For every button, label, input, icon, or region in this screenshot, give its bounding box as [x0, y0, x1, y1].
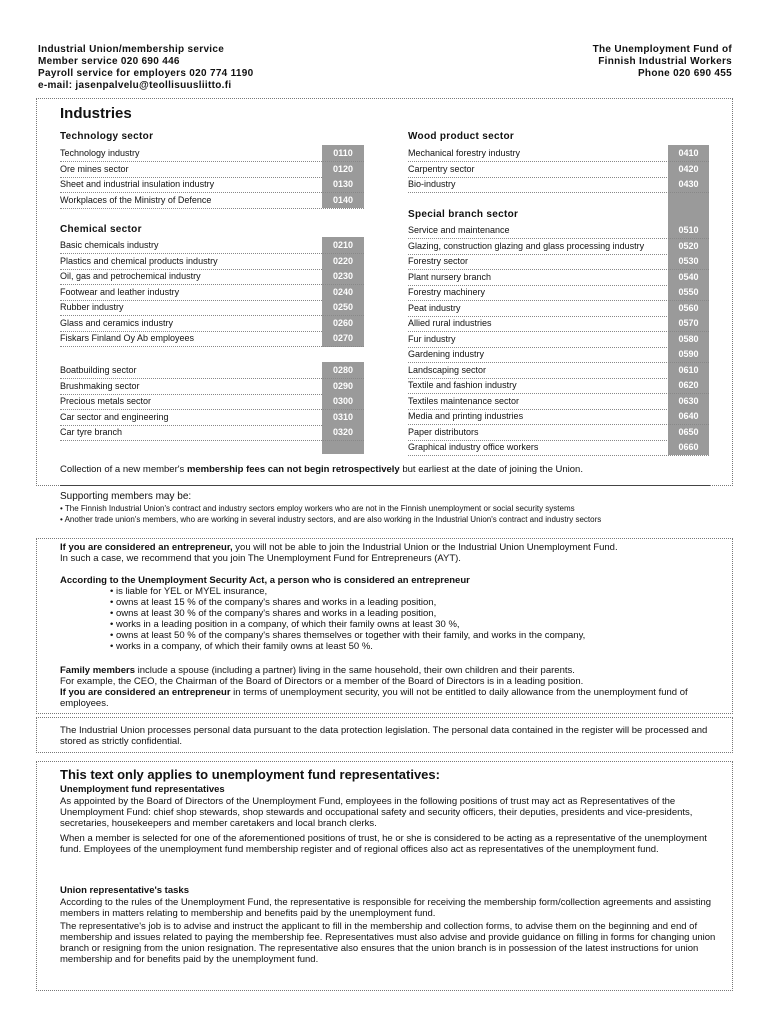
industry-name: Car sector and engineering — [60, 411, 169, 422]
industry-code: 0130 — [322, 177, 364, 192]
industry-name: Peat industry — [408, 302, 461, 313]
industry-name: Service and maintenance — [408, 225, 510, 235]
industry-code: 0320 — [322, 425, 364, 440]
industry-code: 0660 — [668, 440, 709, 455]
industry-name: Media and printing industries — [408, 411, 524, 421]
criteria-item: • owns at least 15 % of the company's shares and works in a leading position, — [110, 597, 437, 608]
header-contact-right — [593, 44, 732, 80]
supporting-bullet-1: • The Finnish Industrial Union's contract and industry sectors employ workers who are not in the Finnish unemployment or social security systems — [60, 504, 575, 513]
industry-name: Footwear and leather industry — [60, 286, 180, 297]
industry-code: 0590 — [668, 347, 709, 362]
industry-code: 0640 — [668, 409, 709, 424]
industry-row — [60, 363, 364, 379]
family-members-bold: Family members — [60, 665, 135, 676]
family-members-paragraph — [60, 665, 725, 709]
industry-name: Mechanical forestry industry — [408, 148, 521, 158]
industry-code: 0430 — [668, 177, 709, 192]
header-left-line2: Member service 020 690 446 — [38, 56, 180, 67]
fees-note-pre: Collection of a new member's — [60, 464, 187, 475]
supporting-members-title: Supporting members may be: — [60, 491, 192, 502]
industry-name: Plant nursery branch — [408, 271, 492, 282]
industry-code: 0520 — [668, 239, 709, 254]
industry-name: Textile and fashion industry — [408, 380, 517, 390]
fees-note-post: but earliest at the date of joining the Union. — [399, 464, 583, 475]
industry-code: 0240 — [322, 285, 364, 300]
header-right-phone: Phone 020 690 455 — [637, 68, 732, 79]
industry-row — [408, 363, 709, 379]
industry-row — [60, 394, 364, 410]
special-sector-title: Special branch sector — [408, 209, 519, 220]
industry-row — [408, 270, 709, 286]
industry-code: 0280 — [322, 363, 364, 378]
entrepreneur-intro-bold: If you are considered an entrepreneur, — [60, 542, 233, 553]
industry-name: Paper distributors — [408, 426, 479, 437]
criteria-item: • works in a leading position in a company, of which their family owns at least 30 %, — [110, 619, 460, 630]
criteria-item: • owns at least 30 % of the company's shares and works in a leading position, — [110, 608, 437, 619]
industry-name: Bio-industry — [408, 179, 456, 189]
union-tasks-subtitle: Union representative's tasks — [60, 885, 189, 896]
criteria-item: • is liable for YEL or MYEL insurance, — [110, 586, 268, 597]
industry-name: Workplaces of the Ministry of Defence — [60, 194, 212, 205]
industry-name: Sheet and industrial insulation industry — [60, 179, 215, 189]
industry-code: 0290 — [322, 379, 364, 394]
security-act-title: According to the Unemployment Security Act, a person who is considered an entrepreneur — [60, 575, 470, 586]
union-tasks-paragraph-2: The representative's job is to advise and instruct the applicant to fill in the membership and collection forms, to advise them on the beginning and end of membership and issues related to paying the membership fee. Representatives must also advise and provide guidance on filling in forms for changing union branch or resigning from the union resignation. The representative also ensures that the union branch is in possession of the latest instructions for union membership and for benefits paid by the unemployment fund. — [60, 921, 716, 965]
industry-name: Boatbuilding sector — [60, 365, 137, 375]
industry-row — [408, 239, 709, 255]
industry-name: Car tyre branch — [60, 427, 123, 437]
industry-name: Rubber industry — [60, 302, 124, 312]
industry-name: Textiles maintenance sector — [408, 395, 520, 406]
industry-row — [408, 440, 709, 456]
industries-title: Industries — [60, 105, 132, 122]
industry-name: Forestry sector — [408, 256, 469, 266]
industry-name: Oil, gas and petrochemical industry — [60, 271, 201, 281]
entrepreneur-intro-text: you will not be able to join the Industrial Union or the Industrial Union Unemployment Fund. — [232, 542, 618, 553]
criteria-item: • works in a company, of which their family owns at least 50 %. — [110, 641, 373, 652]
industry-code: 0620 — [668, 378, 709, 393]
header-contact-left — [38, 44, 254, 92]
chemical-sector-title: Chemical sector — [60, 224, 142, 235]
industry-code: 0210 — [322, 238, 364, 253]
header-left-line3: Payroll service for employers 020 774 1190 — [38, 68, 254, 79]
supporting-bullet-2: • Another trade union's members, who are working in several industry sectors, and are also working in the Industrial Union's contract and industry sectors — [60, 515, 602, 524]
fund-representatives-subtitle: Unemployment fund representatives — [60, 784, 225, 795]
industry-row — [60, 410, 364, 426]
industry-row — [60, 269, 364, 285]
industry-row — [408, 285, 709, 301]
representatives-title: This text only applies to unemployment fund representatives: — [60, 767, 440, 782]
industry-code: 0220 — [322, 254, 364, 269]
industry-row — [60, 177, 364, 193]
industry-name: Basic chemicals industry — [60, 240, 159, 250]
entrepreneur-criteria — [60, 586, 725, 652]
industry-code: 0420 — [668, 162, 709, 177]
industry-code: 0140 — [322, 193, 364, 208]
industry-name: Plastics and chemical products industry — [60, 255, 218, 266]
industry-row — [408, 316, 709, 332]
industry-row — [408, 347, 709, 363]
industry-name: Technology industry — [60, 148, 140, 158]
industry-code: 0230 — [322, 269, 364, 284]
industry-code: 0120 — [322, 162, 364, 177]
industry-row — [408, 409, 709, 425]
industry-name: Brushmaking sector — [60, 380, 140, 391]
header-left-line1: Industrial Union/membership service — [38, 44, 225, 55]
industry-row — [60, 238, 364, 254]
entrepreneur-allowance-text: in terms of unemployment security, you will not be entitled to daily allowance from the unemployment fund of employees. — [60, 687, 688, 709]
technology-sector-title: Technology sector — [60, 131, 154, 142]
entrepreneur-intro — [60, 542, 725, 564]
header-right-line2: Finnish Industrial Workers — [598, 56, 732, 67]
industry-code: 0310 — [322, 410, 364, 425]
industry-row — [60, 193, 364, 209]
industry-name: Ore mines sector — [60, 163, 129, 174]
industry-row — [408, 394, 709, 410]
privacy-statement: The Industrial Union processes personal data pursuant to the data protection legislation. The personal data contained in the register will be processed and stored as strictly confidential. — [60, 725, 708, 747]
industry-row — [408, 425, 709, 441]
wood-sector-title: Wood product sector — [408, 131, 515, 142]
representatives-paragraph-1: As appointed by the Board of Directors of the Unemployment Fund, employees in the following positions of trust may act as Representatives of the Unemployment Fund: chief shop stewards, shop stewards and occupational safety and security officers, their deputies, presidents and vice-presidents, secretaries, housekeepers and member caretakers and local branch clerks. — [60, 796, 693, 829]
leading-position-example: For example, the CEO, the Chairman of the Board of Directors or a member of the Board of Directors is in a leading position. — [60, 676, 584, 687]
industry-row — [60, 285, 364, 301]
industry-row — [408, 332, 709, 348]
industry-row — [408, 162, 709, 178]
industry-name: Carpentry sector — [408, 163, 475, 174]
industry-name: Fur industry — [408, 333, 456, 344]
industry-code: 0510 — [668, 223, 709, 238]
industry-code: 0560 — [668, 301, 709, 316]
industry-code: 0300 — [322, 394, 364, 409]
industry-row — [60, 146, 364, 162]
industry-code: 0570 — [668, 316, 709, 331]
industry-name: Gardening industry — [408, 349, 485, 359]
industry-name: Allied rural industries — [408, 318, 492, 328]
header-right-line1: The Unemployment Fund of — [592, 44, 732, 55]
industry-code: 0630 — [668, 394, 709, 409]
industry-code: 0550 — [668, 285, 709, 300]
industry-row — [60, 254, 364, 270]
fees-note-bold: membership fees can not begin retrospectively — [186, 464, 400, 475]
industry-name: Forestry machinery — [408, 287, 486, 297]
industry-row — [408, 378, 709, 394]
industry-row — [60, 331, 364, 347]
industry-name: Precious metals sector — [60, 396, 152, 406]
industry-code: 0580 — [668, 332, 709, 347]
industry-code: 0610 — [668, 363, 709, 378]
union-tasks-paragraph-1: According to the rules of the Unemployment Fund, the representative is responsible for receiving the membership form/collection agreements and assisting members in matters relating to membership and benefits paid by the unemployment fund. — [60, 897, 712, 919]
entrepreneur-criteria-list — [60, 586, 725, 652]
industry-code: 0270 — [322, 331, 364, 346]
industry-name: Glazing, construction glazing and glass processing industry — [408, 240, 645, 251]
industry-code: 0250 — [322, 300, 364, 315]
industry-name: Glass and ceramics industry — [60, 317, 174, 328]
industry-row — [408, 223, 709, 239]
criteria-item: • owns at least 50 % of the company's shares themselves or together with their family, and works in the company, — [110, 630, 586, 641]
family-members-text: include a spouse (including a partner) living in the same household, their own children and their parents. — [134, 665, 575, 676]
industry-code: 0540 — [668, 270, 709, 285]
entrepreneur-recommendation: In such a case, we recommend that you join The Unemployment Fund for Entrepreneurs (AYT). — [60, 553, 461, 564]
industry-row — [60, 162, 364, 178]
industry-code: 0110 — [322, 146, 364, 161]
representatives-paragraph-2: When a member is selected for one of the aforementioned positions of trust, he or she is considered to be acting as a representative of the unemployment fund. Employees of the unemployment fund membership register and of regional offices also act as representatives of the unemployment fund. — [60, 833, 707, 855]
entrepreneur-allowance-bold: If you are considered an entrepreneur — [60, 687, 231, 698]
divider — [60, 485, 710, 486]
industry-row — [60, 379, 364, 395]
industry-row — [408, 177, 709, 193]
industry-name: Fiskars Finland Oy Ab employees — [60, 333, 195, 343]
industry-code: 0650 — [668, 425, 709, 440]
industry-name: Landscaping sector — [408, 364, 487, 375]
membership-fees-note — [60, 464, 725, 475]
industry-code: 0410 — [668, 146, 709, 161]
header-left-email: e-mail: jasenpalvelu@teollisuusliitto.fi — [38, 80, 232, 91]
industry-row — [408, 301, 709, 317]
industry-row — [408, 254, 709, 270]
industry-name: Graphical industry office workers — [408, 442, 539, 452]
industry-row — [60, 316, 364, 332]
industry-row — [408, 146, 709, 162]
industry-row — [60, 300, 364, 316]
industry-row — [60, 425, 364, 441]
industry-code: 0260 — [322, 316, 364, 331]
industry-code: 0530 — [668, 254, 709, 269]
